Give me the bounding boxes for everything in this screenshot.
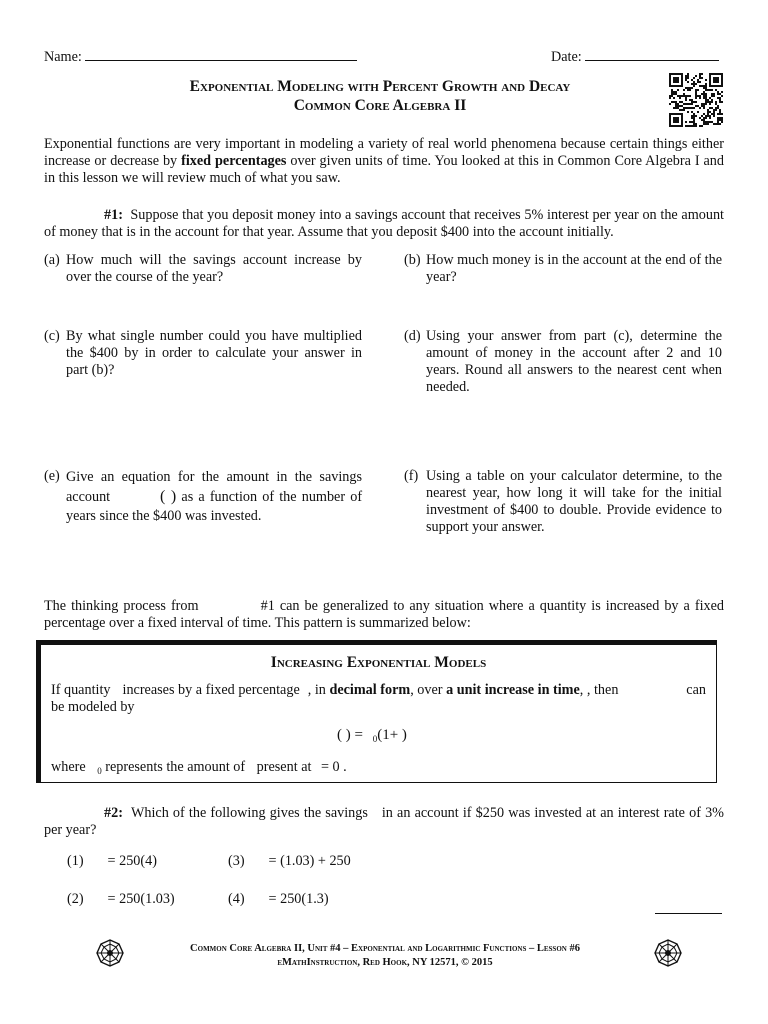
generalize-paragraph: The thinking process from #1 can be generalized to any situation where a quantity is increased by a fixed percentage over a fixed interval of time. This pattern is summarized below:	[44, 598, 725, 631]
choice-2[interactable]: (2) = 250(1.03)	[67, 891, 175, 907]
name-label: Name:	[44, 49, 82, 65]
logo-icon-right	[654, 939, 682, 967]
choice-1[interactable]: (1) = 250(4)	[67, 853, 157, 869]
question-1f: (f) Using a table on your calculator determine, to the nearest year, how long it will take for the initial investment of $400 to double. Provide evidence to support your answer.	[404, 468, 722, 535]
question-1b: (b) How much money is in the account at the end of the year?	[404, 252, 722, 285]
choice-3[interactable]: (3) = (1.03) + 250	[228, 853, 351, 869]
intro-paragraph: Exponential functions are very important in modeling a variety of real world phenomena because certain things either increase or decrease by fixed percentages over given units of time. You looked at this in Common Core Algebra I and in this lesson we will review much of what you saw.	[44, 136, 724, 186]
date-label: Date:	[551, 49, 582, 65]
exercise-1-label: #1:	[104, 207, 123, 223]
name-field[interactable]	[44, 47, 357, 66]
exercise-2-label: #2:	[104, 805, 123, 821]
date-field[interactable]	[551, 47, 719, 66]
footer-text: Common Core Algebra II, Unit #4 – Exponential and Logarithmic Functions – Lesson #6 eMathInstruction, Red Hook, NY 12571, © 2015	[190, 943, 580, 968]
page-subtitle: Common Core Algebra II	[293, 97, 467, 114]
qr-code-icon[interactable]	[669, 73, 723, 127]
model-box	[40, 644, 717, 783]
page-title: Exponential Modeling with Percent Growth and Decay	[189, 78, 571, 95]
choice-4[interactable]: (4) = 250(1.3)	[228, 891, 329, 907]
question-1d: (d) Using your answer from part (c), determine the amount of money in the account after 2 and 10 years. Round all answers to the nearest cent when needed.	[404, 328, 722, 395]
name-line[interactable]	[85, 47, 357, 61]
date-line[interactable]	[585, 47, 719, 61]
box-definition: If quantity increases by a fixed percentage , in decimal form, over a unit increase in time, , then can be modeled by	[51, 682, 706, 715]
exercise-1-prompt: #1: Suppose that you deposit money into a savings account that receives 5% interest per year on the amount of money that is in the account for that year. Assume that you deposit $400 into the account initially.	[44, 207, 724, 240]
question-1e: (e) Give an equation for the amount in the savings account ( ) as a function of the number of years since the $400 was invested.	[44, 468, 363, 524]
box-title: Increasing Exponential Models	[270, 654, 487, 671]
exercise-2-prompt: #2: Which of the following gives the savings in an account if $250 was invested at an interest rate of 3% per year?	[44, 805, 724, 838]
question-1c: (c) By what single number could you have multiplied the $400 by in order to calculate your answer in part (b)?	[44, 328, 362, 378]
box-where: where $_0$ represents the amount of present at = 0 .	[51, 759, 347, 776]
question-1a: (a) How much will the savings account increase by over the course of the year?	[44, 252, 362, 285]
answer-line[interactable]	[655, 913, 722, 914]
logo-icon	[96, 939, 124, 967]
box-formula: ( ) = $_0$(1+ )	[337, 727, 407, 744]
